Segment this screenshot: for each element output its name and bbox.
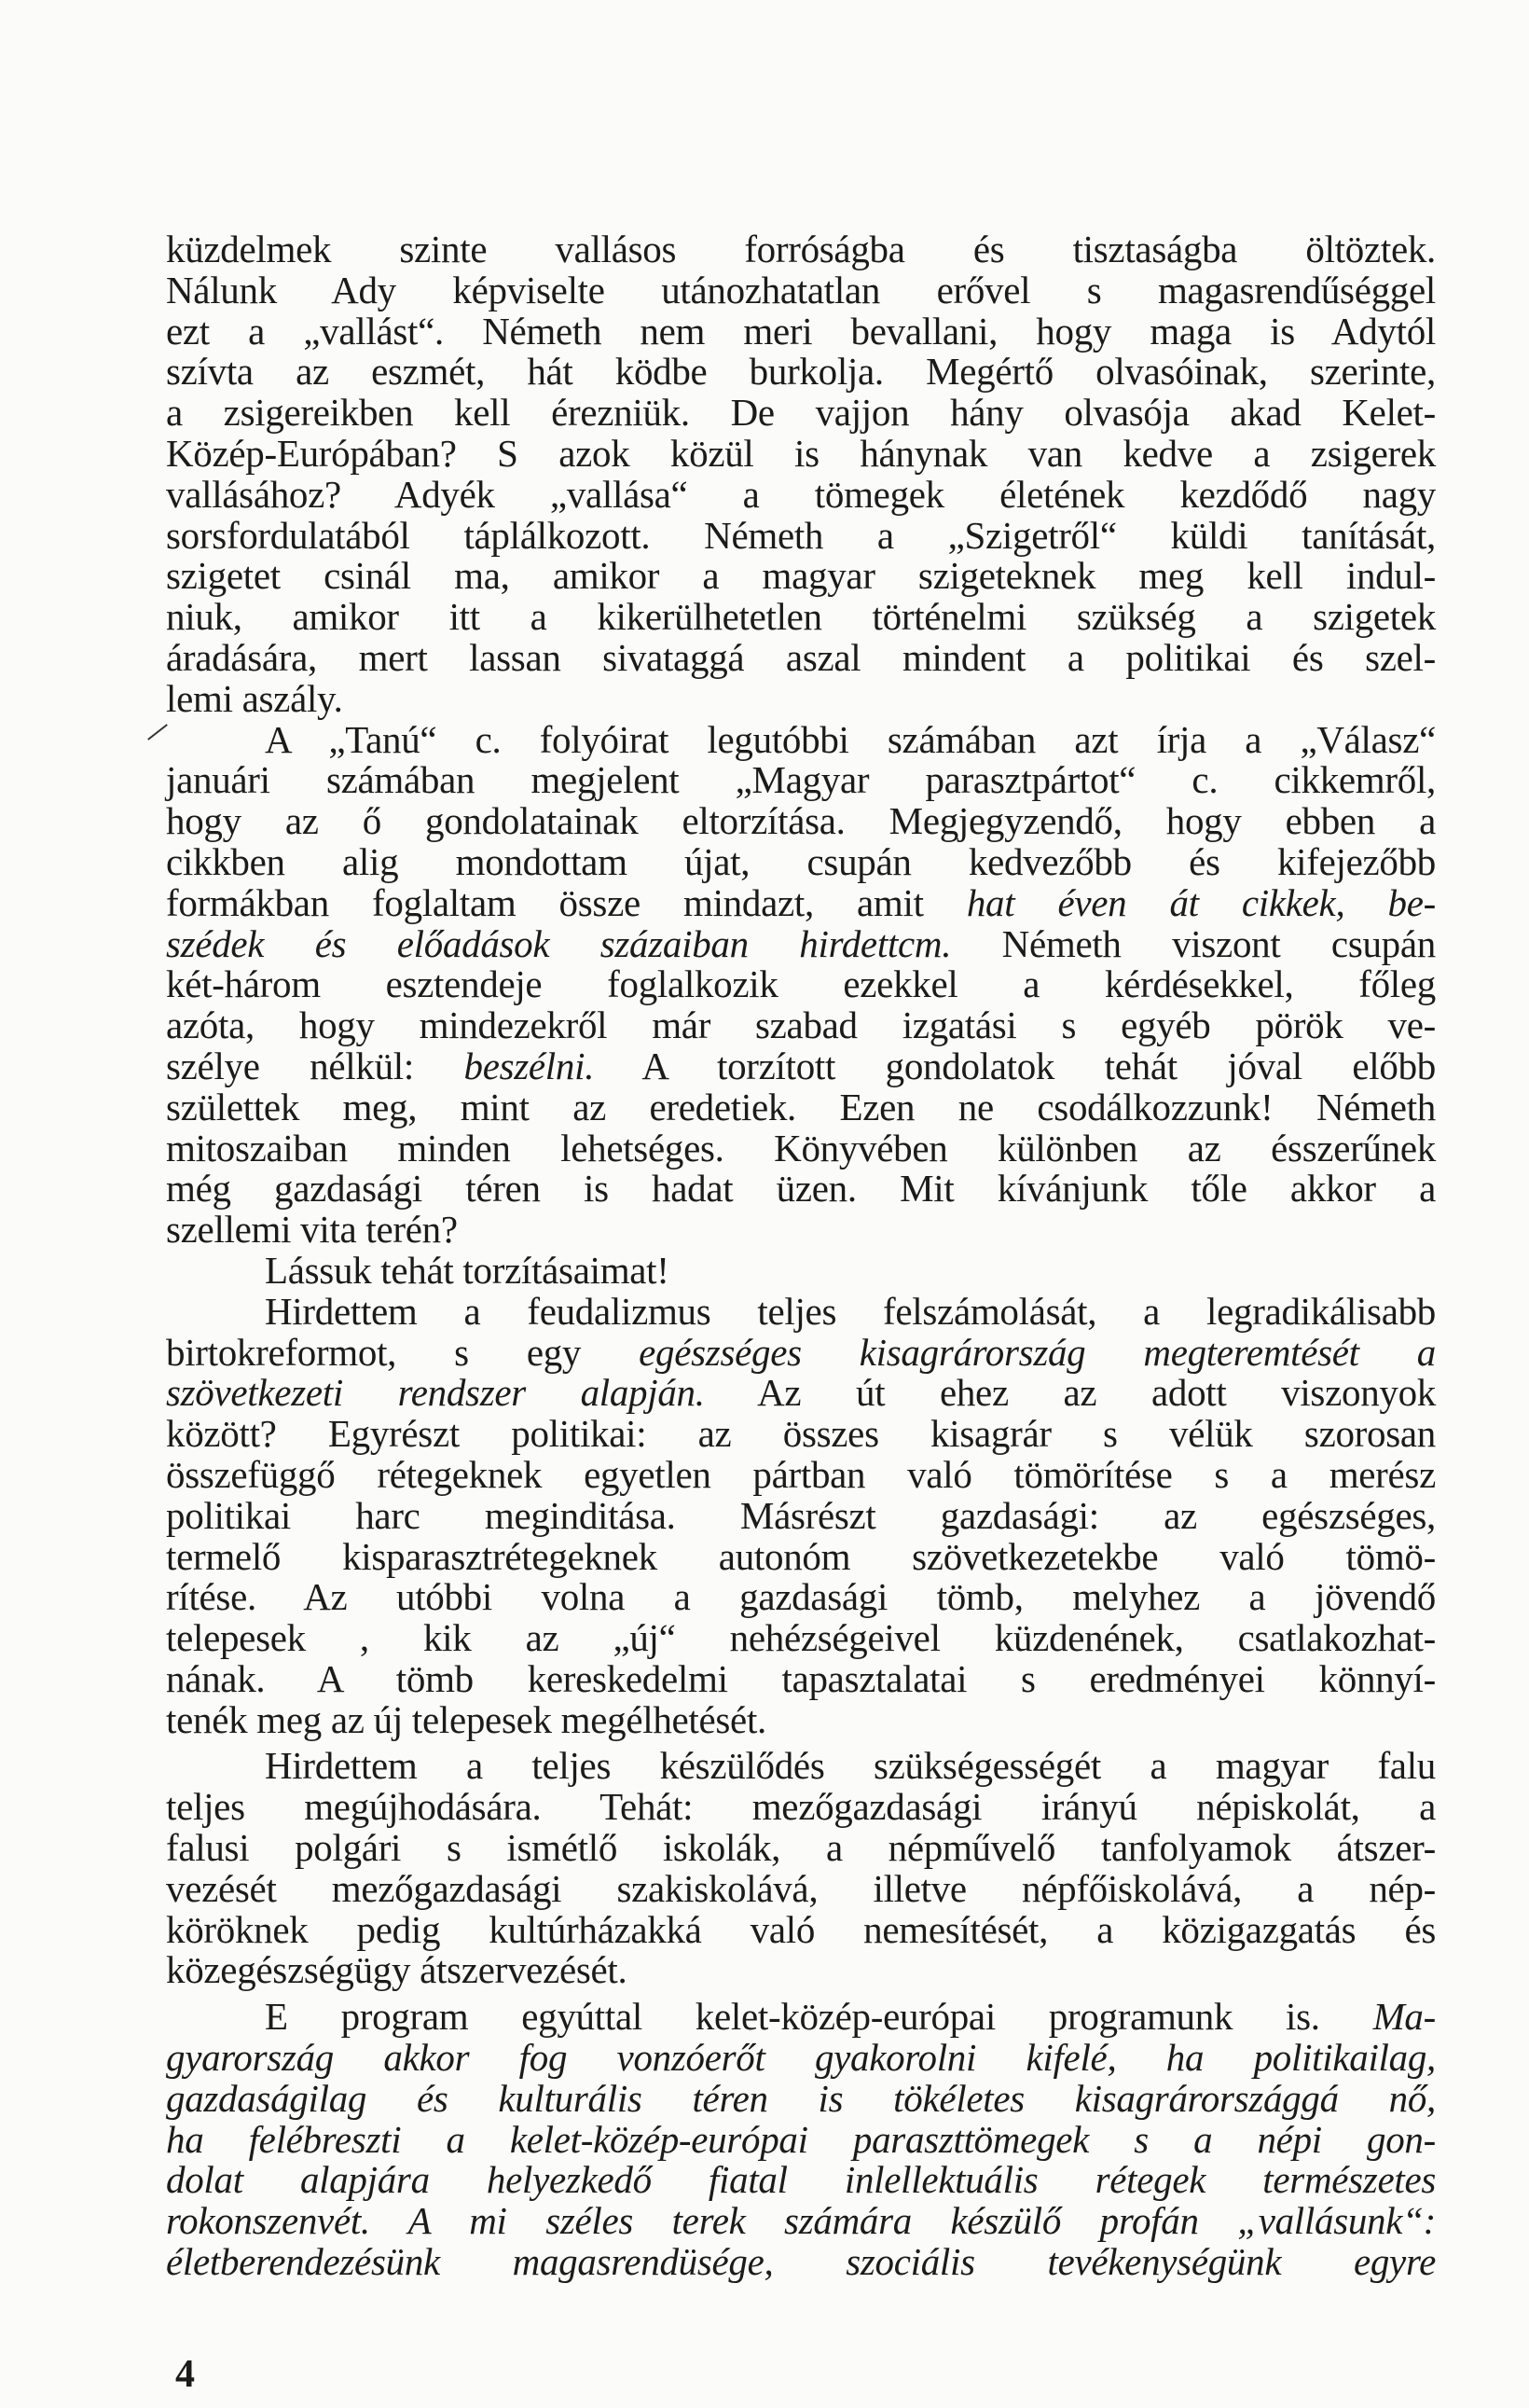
text: szellemi vita terén? bbox=[166, 1208, 458, 1252]
text-line bbox=[166, 1577, 1436, 1618]
text-line bbox=[166, 1414, 1436, 1455]
text: januári számában megjelent „Magyar parasztpártot“ c. cikkemről, bbox=[166, 758, 1436, 802]
text: köröknek pedig kultúrházakká való nemesítését, a közigazgatás és bbox=[166, 1907, 1436, 1951]
text-line bbox=[166, 1452, 1436, 1496]
text-line bbox=[166, 1493, 1436, 1537]
text: Hirdettem a feudalizmus teljes felszámolását, a legradikálisabb bbox=[265, 1289, 1436, 1333]
text-line bbox=[166, 2242, 1436, 2283]
italic-text: gyarország akkor fog vonzóerőt gyakorolni kifelé, ha politikailag, bbox=[166, 2036, 1436, 2080]
text-line bbox=[166, 1087, 1436, 1128]
italic-text: ha felébreszti a kelet-közép-európai paraszttömegek s a népi gon- bbox=[166, 2117, 1436, 2161]
text-line bbox=[166, 2038, 1436, 2079]
text-line bbox=[166, 1787, 1436, 1828]
text: Az út ehez az adott viszonyok bbox=[704, 1371, 1436, 1415]
italic-text: hat éven át cikkek, be- bbox=[966, 880, 1436, 924]
text: falusi polgári s ismétlő iskolák, a népművelő tanfolyamok átszer- bbox=[166, 1826, 1436, 1870]
text-line bbox=[166, 880, 1436, 924]
text-line bbox=[166, 513, 1436, 557]
text-line bbox=[166, 597, 1436, 638]
italic-text: szédek és előadások százaiban hirdettcm. bbox=[166, 921, 952, 965]
text-line bbox=[166, 635, 1436, 679]
italic-text: beszélni. bbox=[463, 1044, 595, 1087]
text: A „Tanú“ c. folyóirat legutóbbi számában azt írja a „Válasz“ bbox=[265, 717, 1436, 761]
text-line bbox=[166, 1618, 1436, 1659]
text: rítése. Az utóbbi volna a gazdasági tömb, melyhez a jövendő bbox=[166, 1575, 1436, 1619]
text: összefüggő rétegeknek egyetlen pártban való tömörítése s a merész bbox=[166, 1452, 1436, 1496]
text: ezt a „vallást“. Németh nem meri bevallani, hogy maga is Adytól bbox=[166, 309, 1436, 353]
text-line bbox=[166, 1997, 1436, 2038]
text: születtek meg, mint az eredetiek. Ezen ne csodálkozzunk! Németh bbox=[166, 1085, 1436, 1128]
text: közegészségügy átszervezését. bbox=[166, 1948, 627, 1992]
text-line bbox=[166, 1169, 1436, 1210]
text-line bbox=[166, 1210, 1436, 1251]
text-line bbox=[166, 1828, 1436, 1869]
text-line bbox=[166, 1005, 1436, 1046]
text-line bbox=[166, 1534, 1436, 1578]
text-line bbox=[166, 1950, 1436, 1991]
text: áradására, mert lassan sivataggá aszal mindent a politikai és szel- bbox=[166, 635, 1436, 679]
text: birtokreformot, s egy bbox=[166, 1330, 640, 1374]
text-line bbox=[166, 1046, 1436, 1087]
text-line bbox=[166, 229, 1436, 270]
italic-text: rokonszenvét. A mi széles terek számára készülő profán „vallásunk“: bbox=[166, 2199, 1436, 2243]
text-line bbox=[166, 1746, 1436, 1787]
text: Lássuk tehát torzításaimat! bbox=[265, 1248, 669, 1292]
text: mitoszaiban minden lehetséges. Könyvében különben az ésszerűnek bbox=[166, 1126, 1436, 1169]
text: két-három esztendeje foglalkozik ezekkel a kérdésekkel, főleg bbox=[166, 962, 1436, 1006]
text: formákban foglaltam össze mindazt, amit bbox=[166, 880, 967, 924]
text: sorsfordulatából táplálkozott. Németh a „Szigetről“ küldi tanítását, bbox=[166, 513, 1436, 557]
text: teljes megújhodására. Tehát: mezőgazdasági irányú népiskolát, a bbox=[166, 1785, 1436, 1829]
text-line bbox=[166, 2201, 1436, 2242]
text: vallásához? Adyék „vallása“ a tömegek életének kezdődő nagy bbox=[166, 472, 1436, 516]
text: tenék meg az új telepesek megélhetését. bbox=[166, 1697, 767, 1741]
text: E program egyúttal kelet-közép-európai programunk is. bbox=[265, 1995, 1373, 2039]
text: niuk, amikor itt a kikerülhetetlen történelmi szükség a szigetek bbox=[166, 595, 1436, 639]
italic-text: dolat alapjára helyezkedő fiatal inlellektuális rétegek természetes bbox=[166, 2158, 1436, 2202]
text: termelő kisparasztrétegeknek autonóm szövetkezetekbe való tömö- bbox=[166, 1534, 1436, 1578]
text-line bbox=[166, 717, 1436, 761]
text-line bbox=[166, 839, 1436, 883]
text: szélye nélkül: bbox=[166, 1044, 464, 1087]
text: Nálunk Ady képviselte utánozhatatlan erővel s magasrendűséggel bbox=[166, 268, 1436, 311]
text: Németh viszont csupán bbox=[951, 921, 1436, 965]
page-number: 4 bbox=[175, 2353, 195, 2396]
italic-text: Ma- bbox=[1372, 1995, 1436, 2039]
text-line bbox=[166, 472, 1436, 516]
text-line bbox=[166, 270, 1436, 311]
text-line bbox=[166, 964, 1436, 1005]
page-body-text bbox=[166, 229, 1436, 2283]
text-line bbox=[166, 2117, 1436, 2161]
pencil-mark bbox=[147, 724, 168, 740]
text-line bbox=[166, 556, 1436, 597]
text-line bbox=[166, 921, 1436, 965]
text-line bbox=[166, 2160, 1436, 2201]
text: között? Egyrészt politikai: az összes kisagrár s vélük szorosan bbox=[166, 1412, 1436, 1456]
text-line bbox=[166, 1373, 1436, 1414]
text: azóta, hogy mindezekről már szabad izgatási s egyéb pörök ve- bbox=[166, 1003, 1436, 1047]
text: cikkben alig mondottam újat, csupán kedvezőbb és kifejezőbb bbox=[166, 839, 1436, 883]
italic-text: szövetkezeti rendszer alapján. bbox=[166, 1371, 705, 1415]
text-line bbox=[166, 311, 1436, 353]
text-line bbox=[166, 1128, 1436, 1169]
text-line bbox=[166, 2076, 1436, 2120]
text-line bbox=[166, 1248, 1436, 1292]
text-line bbox=[166, 1697, 1436, 1741]
text-line bbox=[166, 760, 1436, 801]
text: vezését mezőgazdasági szakiskolává, illetve népfőiskolává, a nép- bbox=[166, 1866, 1436, 1910]
italic-text: életberendezésünk magasrendüsége, szociális tevékenységünk egyre bbox=[166, 2240, 1436, 2284]
text: hogy az ő gondolatainak eltorzítása. Megjegyzendő, hogy ebben a bbox=[166, 799, 1436, 843]
text: Közép-Európában? S azok közül is hánynak van kedve a zsigerek bbox=[166, 431, 1436, 475]
text: lemi aszály. bbox=[166, 676, 343, 720]
text: még gazdasági téren is hadat üzen. Mit kívánjunk tőle akkor a bbox=[166, 1167, 1436, 1211]
text-line bbox=[166, 352, 1436, 393]
text: telepesek , kik az „új“ nehézségeivel küzdenének, csatlakozhat- bbox=[166, 1616, 1436, 1660]
text-line bbox=[166, 1289, 1436, 1333]
text: szívta az eszmét, hát ködbe burkolja. Megértő olvasóinak, szerinte, bbox=[166, 350, 1436, 394]
text-line bbox=[166, 393, 1436, 434]
text-line bbox=[166, 1866, 1436, 1910]
text-line bbox=[166, 676, 1436, 720]
text-line bbox=[166, 1656, 1436, 1700]
text: politikai harc meginditása. Másrészt gazdasági: az egészséges, bbox=[166, 1493, 1436, 1537]
text: nának. A tömb kereskedelmi tapasztalatai s eredményei könnyí- bbox=[166, 1656, 1436, 1700]
text: A torzított gondolatok tehát jóval előbb bbox=[594, 1044, 1436, 1087]
italic-text: gazdaságilag és kulturális téren is tökéletes kisagrárországgá nő, bbox=[166, 2076, 1436, 2120]
text: küzdelmek szinte vallásos forróságba és tisztaságba öltöztek. bbox=[166, 228, 1436, 270]
text: a zsigereikben kell érezniük. De vajjon hány olvasója akad Kelet- bbox=[166, 391, 1436, 435]
text: Hirdettem a teljes készülődés szükségességét a magyar falu bbox=[265, 1744, 1436, 1788]
text-line bbox=[166, 1330, 1436, 1374]
italic-text: egészséges kisagrárország megteremtését a bbox=[639, 1330, 1436, 1374]
text: szigetet csinál ma, amikor a magyar szigeteknek meg kell indul- bbox=[166, 554, 1436, 598]
text-line bbox=[166, 431, 1436, 475]
text-line bbox=[166, 1907, 1436, 1951]
text-line bbox=[166, 801, 1436, 842]
